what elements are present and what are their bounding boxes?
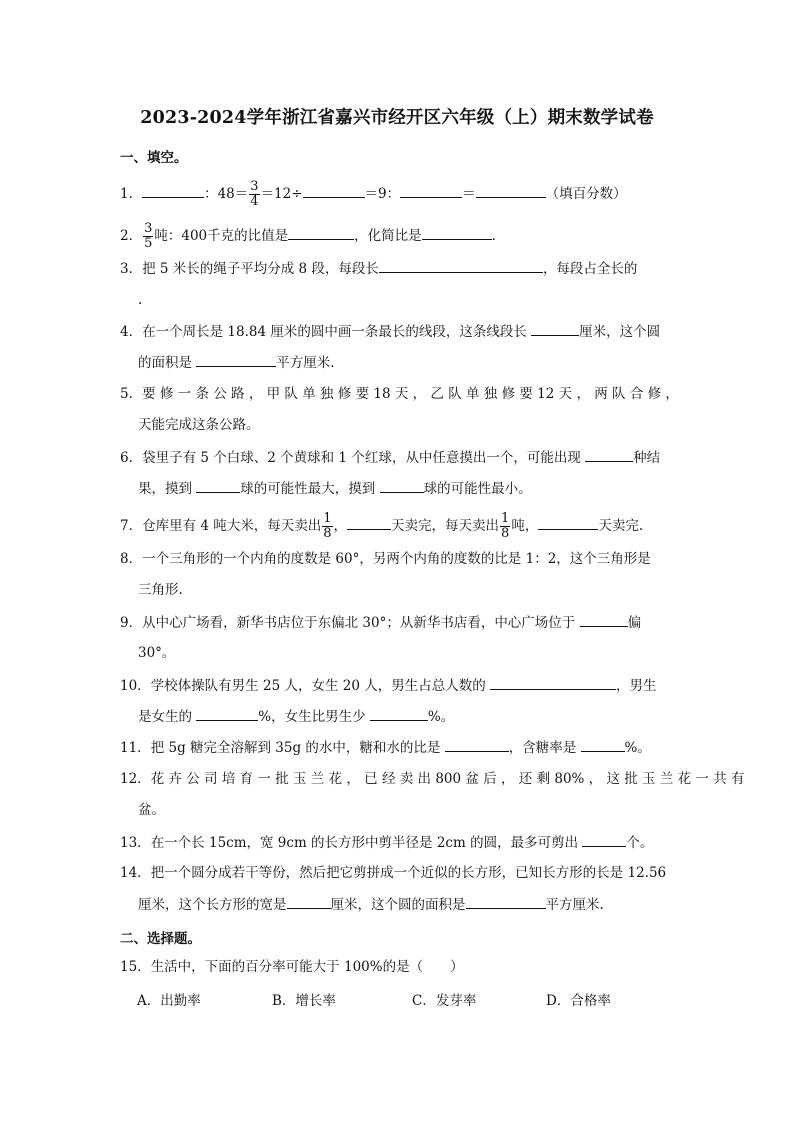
- question-text: （填百分数）: [545, 186, 627, 202]
- question-text: ＝12÷: [260, 186, 303, 202]
- page-title: 2023-2024学年浙江省嘉兴市经开区六年级（上）期末数学试卷: [140, 108, 654, 128]
- option-b[interactable]: B．增长率: [272, 993, 336, 1009]
- answer-blank[interactable]: [379, 258, 543, 273]
- question-text: ，化简比是: [354, 228, 422, 244]
- question-text: ，含糖率是: [508, 740, 581, 756]
- question-number: 4．: [120, 324, 143, 340]
- question-number: 3．: [120, 261, 143, 277]
- question-number: 13．: [120, 835, 151, 851]
- question-10-cont: [138, 706, 454, 727]
- answer-blank[interactable]: [303, 183, 365, 198]
- question-text: 仓库里有 4 吨大米，每天卖出: [142, 518, 322, 534]
- question-text: 个。: [626, 835, 654, 851]
- question-9-cont: 30°。: [138, 645, 176, 661]
- question-text: ＝9：: [364, 186, 401, 202]
- question-text: 天卖完.: [598, 518, 644, 534]
- answer-blank[interactable]: [582, 832, 626, 847]
- question-text: 果，摸到: [138, 481, 197, 497]
- option-d[interactable]: D．合格率: [546, 993, 611, 1009]
- question-number: 12．: [120, 771, 151, 787]
- question-text: 球的可能性最大，摸到: [240, 481, 380, 497]
- question-number: 2．: [120, 228, 143, 244]
- question-text: 在一个周长是 18.84 厘米的圆中画一条最长的线段，这条线段长: [142, 324, 532, 340]
- question-text: 从中心广场看，新华书店位于东偏北 30°；从新华书店看，中心广场位于: [142, 615, 580, 631]
- question-number: 8．: [120, 551, 143, 567]
- answer-blank[interactable]: [531, 321, 579, 336]
- question-text: 要 修 一 条 公 路 ， 甲 队 单 独 修 要 18 天 ， 乙 队 单 独 修 要 12 天 ， 两 队 合 修 ，: [142, 386, 679, 402]
- question-text: 把一个圆分成若干等份，然后把它剪拼成一个近似的长方形，已知长方形的长是 12.56: [150, 865, 667, 881]
- question-3: [120, 258, 637, 279]
- question-6: [120, 447, 660, 468]
- answer-blank[interactable]: [476, 183, 546, 198]
- question-text: 的面积是: [138, 355, 197, 371]
- question-10: [120, 675, 657, 696]
- question-text: 偏: [627, 615, 642, 631]
- answer-blank[interactable]: [580, 612, 628, 627]
- answer-blank[interactable]: [347, 515, 391, 530]
- answer-blank[interactable]: [466, 894, 546, 909]
- question-text: 球的可能性最小。: [423, 481, 532, 497]
- question-text: 把 5g 糖完全溶解到 35g 的水中，糖和水的比是: [150, 740, 445, 756]
- question-text: %，女生比男生少: [258, 709, 370, 725]
- question-2: [120, 222, 496, 251]
- question-text: %。: [427, 709, 455, 725]
- fraction: $\frac{1}{8}$: [501, 511, 510, 541]
- answer-blank[interactable]: [422, 225, 492, 240]
- question-text: 厘米，这个圆: [579, 324, 661, 340]
- question-text: 天卖完，每天卖出: [391, 518, 500, 534]
- answer-blank[interactable]: [288, 225, 354, 240]
- question-text: ＝: [462, 186, 476, 202]
- question-text: 花 卉 公 司 培 育 一 批 玉 兰 花 ， 已 经 卖 出 800 盆 后 ， 还 剩 80% ， 这 批 玉 兰 花 一 共 有: [150, 771, 745, 787]
- answer-blank[interactable]: [400, 183, 462, 198]
- question-12-cont: 盆。: [138, 802, 165, 818]
- question-text: 吨，: [511, 518, 539, 534]
- question-9: [120, 612, 641, 633]
- question-text: ，: [333, 518, 348, 534]
- question-6-cont: [138, 478, 532, 499]
- question-number: 11．: [120, 740, 151, 756]
- question-15: [120, 957, 464, 977]
- fraction: $\frac{3}{4}$: [250, 179, 259, 209]
- question-number: 7．: [120, 518, 143, 534]
- question-text: .: [491, 228, 496, 244]
- answer-blank[interactable]: [380, 478, 424, 493]
- question-8: [120, 549, 651, 569]
- question-text: ，男生: [616, 678, 657, 694]
- question-text: 吨：400千克的比值是: [154, 228, 289, 244]
- question-1: [120, 180, 627, 209]
- answer-blank[interactable]: [370, 706, 428, 721]
- fraction: $\frac{1}{8}$: [323, 511, 332, 541]
- question-text: 生活中，下面的百分率可能大于 100%的是（ ）: [150, 959, 464, 975]
- answer-blank[interactable]: [538, 515, 598, 530]
- question-5-cont: 天能完成这条公路。: [138, 417, 260, 433]
- question-5: [120, 384, 679, 404]
- question-12: [120, 769, 745, 789]
- section-fill-heading: 一、填空。: [120, 150, 188, 166]
- question-text: 是女生的: [138, 709, 197, 725]
- question-number: 9．: [120, 615, 143, 631]
- question-number: 5．: [120, 386, 143, 402]
- question-4-cont: [138, 352, 335, 373]
- answer-blank[interactable]: [196, 352, 276, 367]
- answer-blank[interactable]: [142, 183, 204, 198]
- question-number: 10．: [120, 678, 151, 694]
- answer-blank[interactable]: [196, 706, 258, 721]
- question-text: 一个三角形的一个内角的度数是 60°，另两个内角的度数的比是 1：2，这个三角形是: [142, 551, 651, 567]
- question-text: 学校体操队有男生 25 人，女生 20 人，男生占总人数的: [150, 678, 490, 694]
- fraction: $\frac{3}{5}$: [144, 221, 153, 251]
- answer-blank[interactable]: [585, 447, 633, 462]
- answer-blank[interactable]: [287, 894, 331, 909]
- question-7: [120, 512, 643, 541]
- answer-blank[interactable]: [581, 737, 625, 752]
- answer-blank[interactable]: [196, 478, 240, 493]
- question-text: 厘米，这个圆的面积是: [330, 897, 466, 913]
- question-13: [120, 832, 653, 853]
- question-text: 在一个长 15cm，宽 9cm 的长方形中剪半径是 2cm 的圆，最多可剪出: [150, 835, 583, 851]
- question-text: ：48＝: [204, 186, 249, 202]
- question-number: 14．: [120, 865, 151, 881]
- question-text: 袋里子有 5 个白球、2 个黄球和 1 个红球，从中任意摸出一个，可能出现: [142, 450, 586, 466]
- question-8-cont: 三角形.: [138, 582, 183, 598]
- question-text: 把 5 米长的绳子平均分成 8 段，每段长: [142, 261, 379, 277]
- option-a[interactable]: A．出勤率: [137, 993, 201, 1009]
- question-3-cont: .: [138, 292, 143, 308]
- section-choice-heading: 二、选择题。: [120, 931, 201, 947]
- option-c[interactable]: C．发芽率: [412, 993, 477, 1009]
- answer-blank[interactable]: [490, 675, 616, 690]
- question-number: 15．: [120, 959, 151, 975]
- question-text: ，每段占全长的: [542, 261, 638, 277]
- question-14-cont: [138, 894, 604, 915]
- question-text: 种结: [633, 450, 661, 466]
- question-text: 平方厘米.: [545, 897, 604, 913]
- question-text: %。: [624, 740, 651, 756]
- question-11: [120, 737, 651, 758]
- question-text: 平方厘米.: [276, 355, 335, 371]
- question-number: 1．: [120, 186, 143, 202]
- question-number: 6．: [120, 450, 143, 466]
- question-4: [120, 321, 660, 342]
- answer-blank[interactable]: [445, 737, 509, 752]
- question-14: [120, 863, 666, 883]
- question-text: 厘米，这个长方形的宽是: [138, 897, 287, 913]
